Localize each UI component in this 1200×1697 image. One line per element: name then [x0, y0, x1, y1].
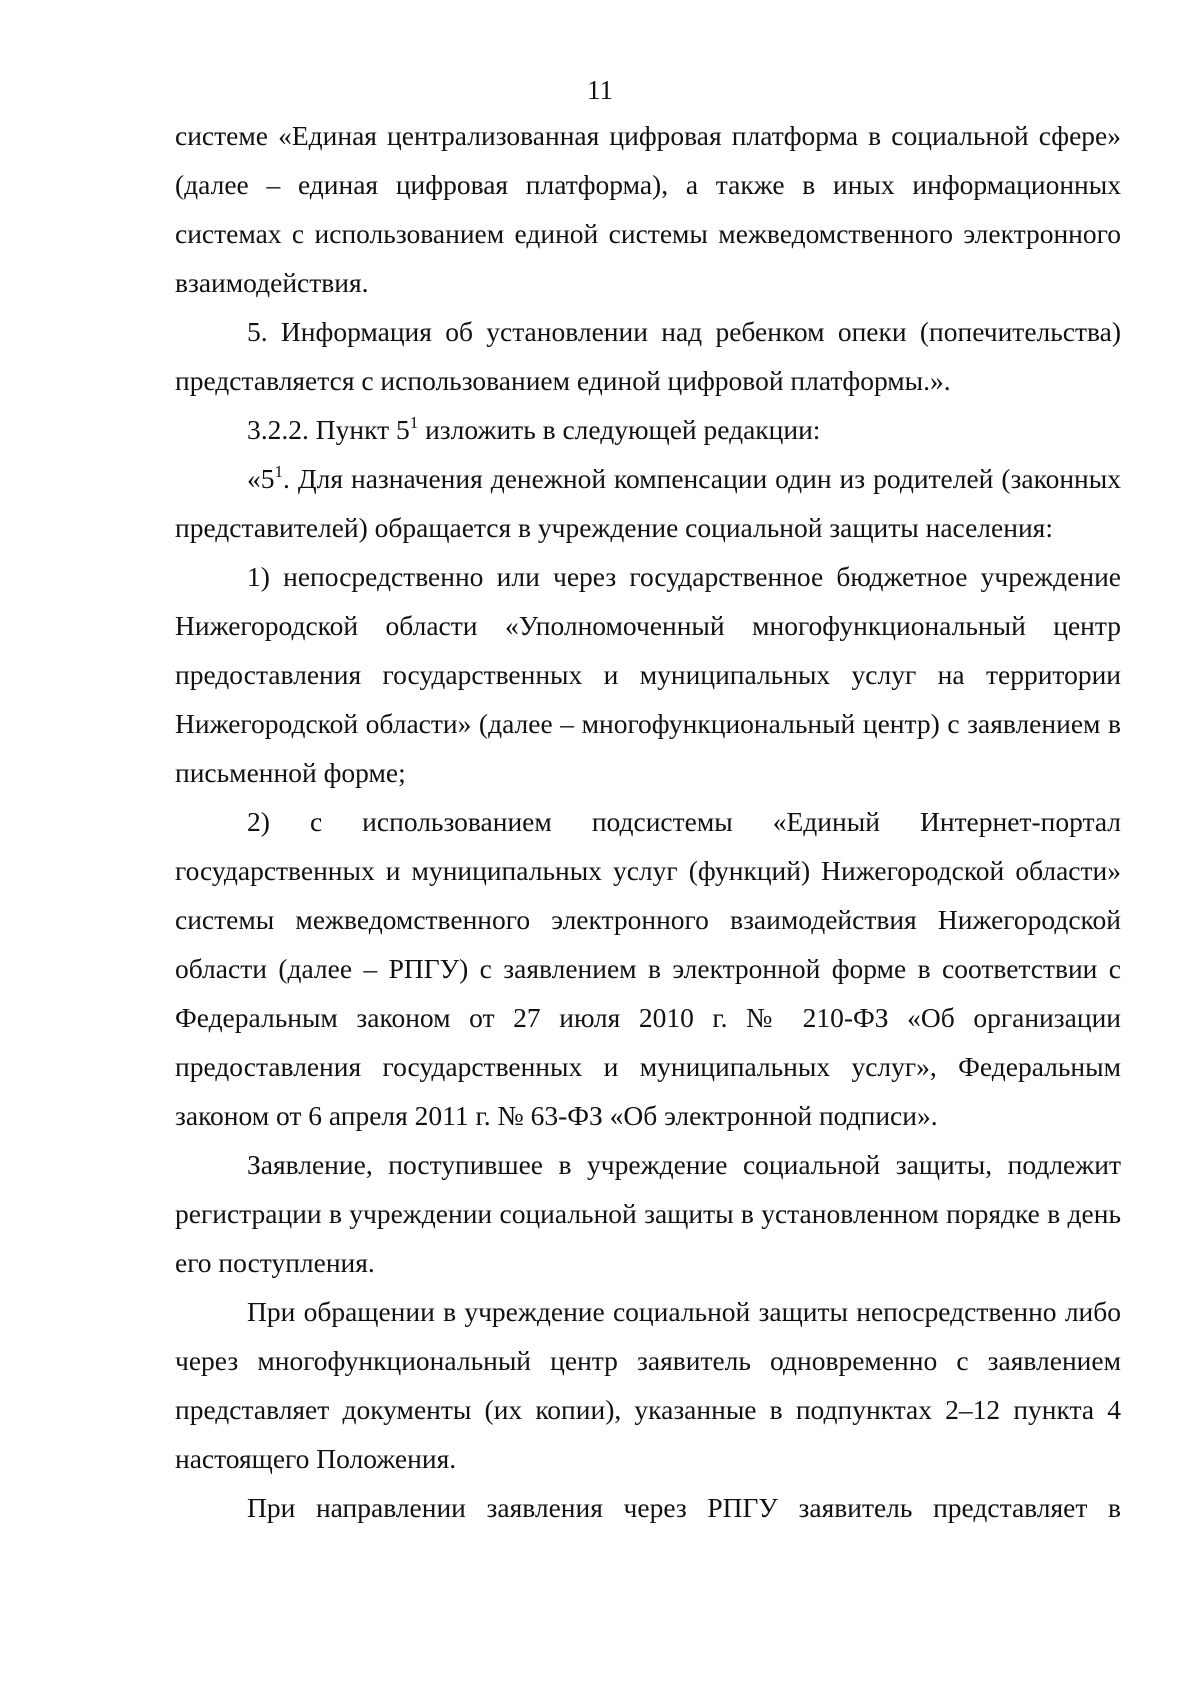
- paragraph-subitem-2: 2) с использованием подсистемы «Единый Интернет-портал государственных и муниципальных услуг (функций) Нижегородской области» системы межведомственного электронного взаимодействия Нижегородской области (далее – РПГУ) с заявлением в электронной форме в соответствии с Федеральным законом от 27 июля 2010 г. № 210-ФЗ «Об организации предоставления государственных и муниципальных услуг», Федеральным законом от 6 апреля 2011 г. № 63-ФЗ «Об электронной подписи».: [175, 806, 1121, 1131]
- page-number: 11: [587, 75, 613, 105]
- item-322-suffix: изложить в следующей редакции:: [418, 414, 821, 445]
- paragraph-item-3-2-2: [175, 405, 1121, 454]
- item-322-superscript: 1: [409, 413, 419, 432]
- paragraph-rpgu-documents: При направлении заявления через РПГУ заявитель представляет в: [247, 1492, 1121, 1523]
- document-body: [175, 111, 1121, 1532]
- quote-superscript: 1: [274, 462, 283, 481]
- quote-prefix: «5: [247, 463, 275, 494]
- paragraph-item-5: 5. Информация об установлении над ребенком опеки (попечительства) представляется с использованием единой цифровой платформы.».: [175, 316, 1121, 396]
- quote-text: Для назначения денежной компенсации один из родителей (законных представителей) обращается в учреждение социальной защиты населения:: [175, 463, 1122, 543]
- paragraph-registration: Заявление, поступившее в учреждение социальной защиты, подлежит регистрации в учреждении социальной защиты в установленном порядке в день его поступления.: [175, 1149, 1121, 1278]
- item-322-prefix: 3.2.2. Пункт 5: [247, 414, 410, 445]
- paragraph-subitem-1: 1) непосредственно или через государственное бюджетное учреждение Нижегородской области «Уполномоченный многофункциональный центр предоставления государственных и муниципальных услуг на территории Нижегородской области» (далее – многофункциональный центр) с заявлением в письменной форме;: [175, 561, 1121, 788]
- paragraph-continuation: системе «Единая централизованная цифровая платформа в социальной сфере» (далее – единая цифровая платформа), а также в иных информационных системах с использованием единой системы межведомственного электронного взаимодействия.: [175, 120, 1121, 298]
- paragraph-item-5-1: [175, 454, 1121, 552]
- paragraph-in-person-documents: При обращении в учреждение социальной защиты непосредственно либо через многофункциональный центр заявитель одновременно с заявлением представляет документы (их копии), указанные в подпунктах 2–12 пункта 4 настоящего Положения.: [175, 1296, 1121, 1474]
- quote-after-sup: .: [283, 463, 298, 494]
